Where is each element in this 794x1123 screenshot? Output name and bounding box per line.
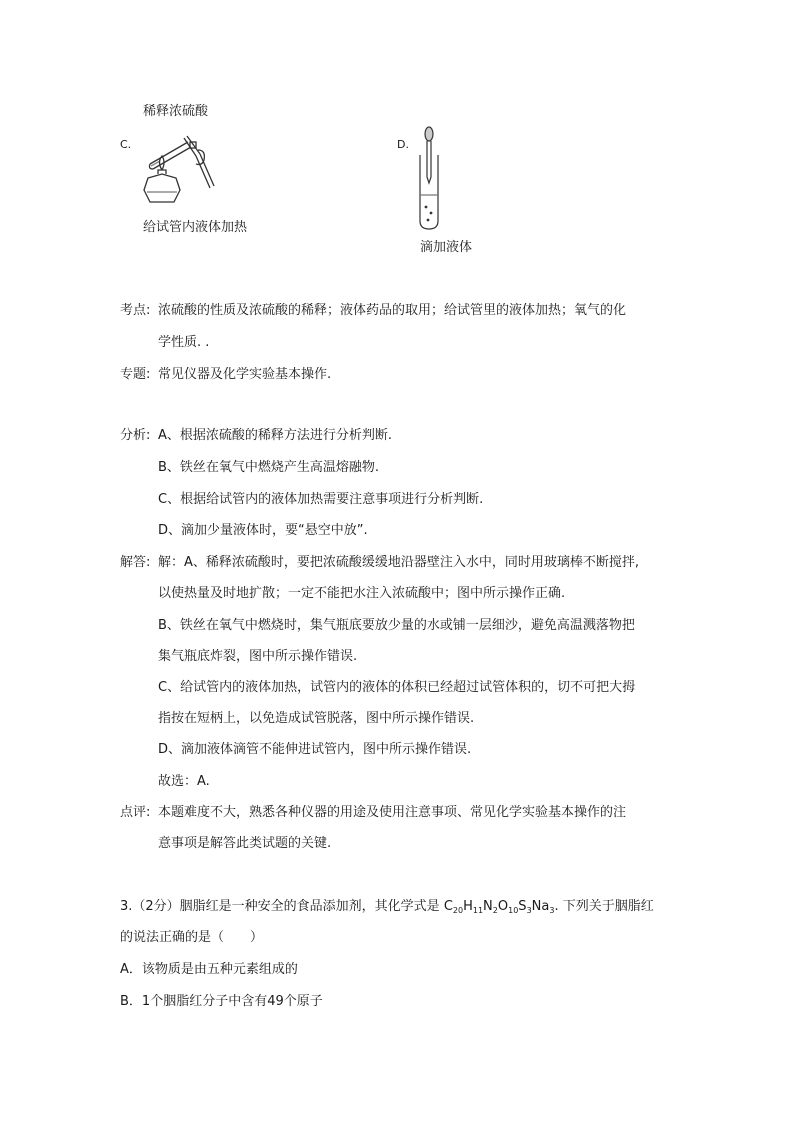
kaodian-line1: 浓硫酸的性质及浓硫酸的稀释；液体药品的取用；给试管里的液体加热；氧气的化	[158, 303, 627, 318]
figure-c-caption: 给试管内液体加热	[143, 220, 248, 235]
fenxi-b: B、铁丝在氧气中燃烧产生高温熔融物.	[158, 460, 380, 475]
kaodian-line2: 学性质. .	[158, 335, 210, 350]
jieda-c-line1: C、给试管内的液体加热，试管内的液体的体积已经超过试管体积的，切不可把大拇	[158, 680, 636, 695]
jieda-answer: 故选：A.	[158, 774, 210, 789]
question3-option-a: A．该物质是由五种元素组成的	[120, 962, 298, 977]
jieda-a-line2: 以使热量及时地扩散；一定不能把水注入浓硫酸中；图中所示操作正确.	[158, 586, 566, 601]
heating-test-tube-figure	[140, 128, 220, 206]
fenxi-c: C、根据给试管内的液体加热需要注意事项进行分析判断.	[158, 492, 484, 507]
chemical-formula: $C_{20}H_{11}N_2O_{10}S_3Na_3$	[443, 899, 555, 915]
fenxi-label: 分析:	[120, 428, 151, 443]
fenxi-a: A、根据浓硫酸的稀释方法进行分析判断.	[158, 428, 393, 443]
figure-d-label: D.	[397, 138, 409, 151]
dianping-line1: 本题难度不大，熟悉各种仪器的用途及使用注意事项、常见化学实验基本操作的注	[158, 805, 627, 820]
figure-c-label: C.	[120, 138, 132, 151]
question3-stem-pre: 3.（2分）胭脂红是一种安全的食品添加剂，其化学式是	[120, 899, 444, 914]
question3-stem-line1	[120, 899, 654, 915]
jieda-b-line2: 集气瓶底炸裂，图中所示操作错误.	[158, 649, 358, 664]
dianping-line2: 意事项是解答此类试题的关键.	[158, 836, 332, 851]
zhuanti-label: 专题:	[120, 367, 151, 382]
question3-stem-line2: 的说法正确的是（ ）	[120, 930, 264, 945]
kaodian-label: 考点:	[120, 303, 151, 318]
dropper-test-tube-figure	[417, 125, 443, 231]
jieda-d-line1: D、滴加液体滴管不能伸进试管内，图中所示操作错误.	[158, 742, 472, 757]
dianping-label: 点评:	[120, 805, 151, 820]
figure-a-caption: 稀释浓硫酸	[143, 104, 209, 119]
jieda-label: 解答:	[120, 555, 151, 570]
fenxi-d: D、滴加少量液体时，要“悬空中放”.	[158, 523, 368, 538]
jieda-b-line1: B、铁丝在氧气中燃烧时，集气瓶底要放少量的水或铺一层细沙，避免高温溅落物把	[158, 618, 635, 633]
figure-d-caption: 滴加液体	[420, 240, 473, 255]
jieda-a-line1: 解：A、稀释浓硫酸时，要把浓硫酸缓缓地沿器壁注入水中，同时用玻璃棒不断搅拌,	[158, 555, 640, 570]
question3-option-b: B．1个胭脂红分子中含有49个原子	[120, 994, 323, 1009]
zhuanti-text: 常见仪器及化学实验基本操作.	[158, 367, 332, 382]
jieda-c-line2: 指按在短柄上，以免造成试管脱落，图中所示操作错误.	[158, 711, 475, 726]
question3-stem-post: . 下列关于胭脂红	[554, 899, 654, 914]
